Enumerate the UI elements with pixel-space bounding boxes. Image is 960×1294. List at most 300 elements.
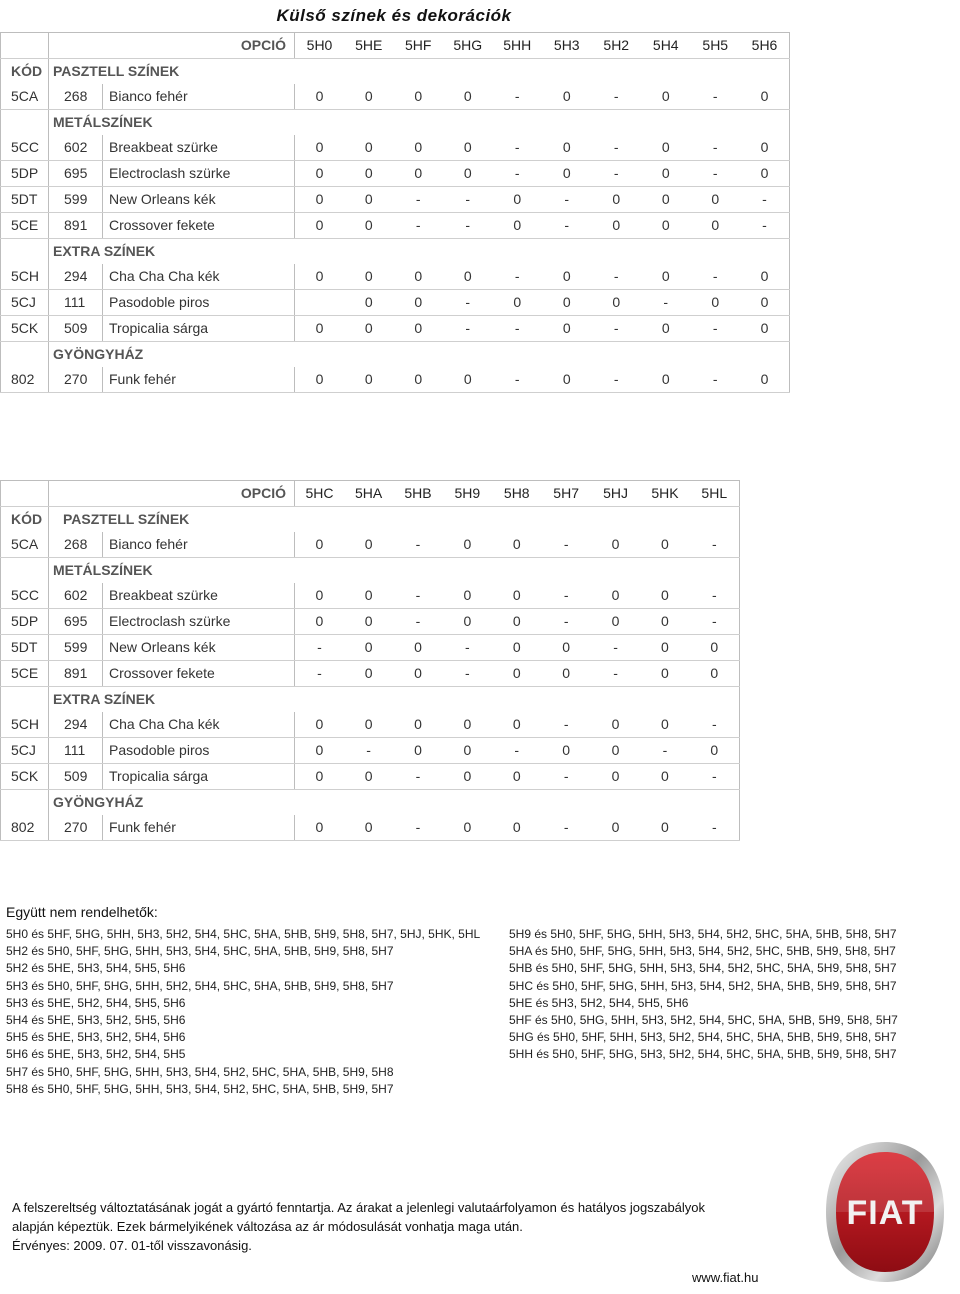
row-code: 5CA: [1, 84, 49, 110]
incompatibility-note: 5H2 és 5H0, 5HF, 5HG, 5HH, 5H3, 5H4, 5HC, 5HA, 5HB, 5H9, 5H8, 5H7: [6, 944, 394, 959]
row-name: New Orleans kék: [103, 187, 295, 213]
cell-value: -: [690, 583, 740, 609]
cell-value: 0: [443, 84, 493, 110]
page-title: Külső színek és dekorációk: [276, 6, 512, 25]
table-row: [1, 815, 740, 841]
row-code: 5CE: [1, 661, 49, 687]
footer-disclaimer: [12, 1198, 792, 1255]
cell-value: 0: [641, 84, 691, 110]
cell-value: 0: [344, 661, 393, 687]
row-code: 5CK: [1, 316, 49, 342]
option-code: 5HG: [443, 33, 493, 59]
cell-value: 0: [691, 213, 741, 239]
row-name: Pasodoble piros: [103, 290, 295, 316]
cell-value: -: [690, 532, 740, 558]
cell-value: 0: [541, 635, 590, 661]
cell-value: 0: [740, 290, 790, 316]
cell-value: -: [493, 161, 543, 187]
row-name: Breakbeat szürke: [103, 135, 295, 161]
cell-value: 0: [295, 161, 345, 187]
incompatibility-note: 5H3 és 5HE, 5H2, 5H4, 5H5, 5H6: [6, 995, 186, 1010]
group-label: PASZTELL SZÍNEK: [63, 511, 190, 527]
cell-value: 0: [542, 264, 592, 290]
group-spacer: [295, 239, 790, 265]
cell-value: -: [591, 635, 640, 661]
incompatibility-note: 5H8 és 5H0, 5HF, 5HG, 5HH, 5H3, 5H4, 5H2, 5HC, 5HA, 5HB, 5H9, 5H7: [6, 1081, 394, 1096]
cell-value: 0: [295, 135, 345, 161]
row-name: Funk fehér: [103, 367, 295, 393]
cell-value: 0: [740, 84, 790, 110]
table-row: [1, 161, 790, 187]
cell-value: -: [393, 532, 442, 558]
empty-cell: [1, 110, 49, 136]
cell-value: 0: [541, 738, 590, 764]
option-header-row: [1, 481, 740, 507]
cell-value: -: [443, 316, 493, 342]
cell-value: 0: [492, 635, 541, 661]
option-code: 5HK: [640, 481, 689, 507]
cell-value: 0: [641, 367, 691, 393]
color-table-2: [0, 480, 740, 841]
cell-value: -: [443, 290, 493, 316]
cell-value: 0: [344, 290, 394, 316]
group-header-pasztell: [1, 59, 790, 85]
option-code: 5H8: [492, 481, 541, 507]
group-spacer: [295, 507, 740, 533]
fiat-logo-icon: [822, 1138, 948, 1286]
cell-value: 0: [641, 213, 691, 239]
empty-cell: [1, 342, 49, 368]
cell-value: 0: [641, 135, 691, 161]
cell-value: 0: [640, 712, 689, 738]
cell-value: 0: [443, 264, 493, 290]
cell-value: -: [542, 213, 592, 239]
cell-value: -: [493, 135, 543, 161]
row-code: 802: [1, 367, 49, 393]
cell-value: 0: [295, 815, 344, 841]
incompatibility-note: 5HE és 5H3, 5H2, 5H4, 5H5, 5H6: [509, 995, 689, 1010]
row-name: Bianco fehér: [103, 84, 295, 110]
cell-value: 0: [542, 161, 592, 187]
cell-value: 0: [493, 290, 543, 316]
group-spacer: [295, 558, 740, 584]
cell-value: 0: [344, 712, 393, 738]
cell-value: 0: [443, 532, 492, 558]
cell-value: 0: [542, 135, 592, 161]
cell-value: 0: [344, 316, 394, 342]
option-code: 5H3: [542, 33, 592, 59]
cell-value: -: [690, 764, 740, 790]
table-row: [1, 764, 740, 790]
cell-value: 0: [344, 635, 393, 661]
option-code: 5H2: [592, 33, 642, 59]
row-number: 294: [49, 264, 103, 290]
row-number: 509: [49, 764, 103, 790]
incompatibility-note: 5HF és 5H0, 5HG, 5HH, 5H3, 5H2, 5H4, 5HC, 5HA, 5HB, 5H9, 5H8, 5H7: [509, 1013, 898, 1028]
row-name: Tropicalia sárga: [103, 764, 295, 790]
incompatibility-note: 5H4 és 5HE, 5H3, 5H2, 5H5, 5H6: [6, 1013, 186, 1028]
cell-value: 0: [394, 264, 444, 290]
row-code: 5CE: [1, 213, 49, 239]
option-code: 5HH: [493, 33, 543, 59]
cell-value: 0: [295, 712, 344, 738]
row-code: 5CK: [1, 764, 49, 790]
cell-value: 0: [640, 532, 689, 558]
cell-value: 0: [641, 264, 691, 290]
cell-value: 0: [443, 609, 492, 635]
table-row: [1, 135, 790, 161]
group-header-gyongy: [1, 342, 790, 368]
option-code: 5HL: [690, 481, 740, 507]
cell-value: 0: [740, 316, 790, 342]
cell-value: 0: [493, 213, 543, 239]
table-row: [1, 635, 740, 661]
notes-heading: Együtt nem rendelhetők:: [6, 904, 158, 920]
website-link[interactable]: www.fiat.hu: [692, 1270, 759, 1285]
cell-value: -: [541, 583, 590, 609]
cell-value: 0: [344, 161, 394, 187]
row-code: 5CH: [1, 712, 49, 738]
cell-value: 0: [640, 661, 689, 687]
incompatibility-note: 5HG és 5H0, 5HF, 5HH, 5H3, 5H2, 5H4, 5HC, 5HA, 5HB, 5H9, 5H8, 5H7: [509, 1030, 897, 1045]
cell-value: 0: [542, 84, 592, 110]
cell-value: -: [691, 161, 741, 187]
cell-value: 0: [394, 316, 444, 342]
cell-value: 0: [740, 264, 790, 290]
cell-value: 0: [690, 738, 740, 764]
cell-value: 0: [591, 583, 640, 609]
row-name: Electroclash szürke: [103, 161, 295, 187]
row-code: 5DP: [1, 161, 49, 187]
group-header-metal: [1, 110, 790, 136]
cell-value: -: [691, 264, 741, 290]
cell-value: 0: [493, 187, 543, 213]
incompatibility-note: 5HC és 5H0, 5HF, 5HG, 5HH, 5H3, 5H4, 5H2, 5HA, 5HB, 5H9, 5H8, 5H7: [509, 978, 897, 993]
cell-value: 0: [394, 161, 444, 187]
cell-value: -: [592, 161, 642, 187]
table-row: [1, 367, 790, 393]
option-code: 5HB: [393, 481, 442, 507]
cell-value: -: [592, 135, 642, 161]
group-spacer: [295, 342, 790, 368]
cell-value: [295, 290, 345, 316]
cell-value: 0: [443, 367, 493, 393]
cell-value: -: [493, 84, 543, 110]
cell-value: 0: [542, 316, 592, 342]
cell-value: -: [393, 764, 442, 790]
option-code: 5HC: [295, 481, 344, 507]
cell-value: -: [690, 609, 740, 635]
row-name: Funk fehér: [103, 815, 295, 841]
row-name: Pasodoble piros: [103, 738, 295, 764]
row-number: 509: [49, 316, 103, 342]
cell-value: 0: [640, 635, 689, 661]
row-number: 268: [49, 84, 103, 110]
cell-value: 0: [591, 712, 640, 738]
group-label: METÁLSZÍNEK: [53, 562, 153, 578]
cell-value: -: [541, 764, 590, 790]
group-spacer: [295, 790, 740, 816]
cell-value: -: [541, 815, 590, 841]
row-number: 695: [49, 161, 103, 187]
option-code: 5H9: [443, 481, 492, 507]
cell-value: 0: [394, 367, 444, 393]
empty-cell: [1, 790, 49, 816]
cell-value: 0: [591, 609, 640, 635]
option-code: 5HA: [344, 481, 393, 507]
cell-value: 0: [492, 532, 541, 558]
cell-value: 0: [492, 712, 541, 738]
row-code: 5DT: [1, 635, 49, 661]
cell-value: 0: [295, 738, 344, 764]
row-number: 270: [49, 815, 103, 841]
group-label: EXTRA SZÍNEK: [53, 691, 156, 707]
cell-value: -: [542, 187, 592, 213]
option-header-row: [1, 33, 790, 59]
opcio-label: OPCIÓ: [49, 481, 295, 507]
kod-label: KÓD: [1, 59, 49, 85]
cell-value: 0: [492, 661, 541, 687]
cell-value: 0: [640, 815, 689, 841]
group-header-gyongy: [1, 790, 740, 816]
cell-value: -: [493, 264, 543, 290]
option-code: 5H7: [541, 481, 590, 507]
notes-left-list: [6, 926, 480, 1098]
cell-value: 0: [691, 290, 741, 316]
cell-value: 0: [295, 532, 344, 558]
cell-value: -: [344, 738, 393, 764]
cell-value: -: [592, 264, 642, 290]
cell-value: 0: [295, 764, 344, 790]
cell-value: 0: [344, 135, 394, 161]
cell-value: -: [541, 712, 590, 738]
row-number: 111: [49, 738, 103, 764]
cell-value: 0: [541, 661, 590, 687]
row-number: 891: [49, 661, 103, 687]
table-row: [1, 84, 790, 110]
table-row: [1, 583, 740, 609]
group-label: GYÖNGYHÁZ: [53, 794, 144, 810]
cell-value: 0: [740, 135, 790, 161]
cell-value: 0: [591, 815, 640, 841]
empty-cell: [1, 481, 49, 507]
group-spacer: [295, 687, 740, 713]
cell-value: -: [690, 712, 740, 738]
table-row: [1, 187, 790, 213]
cell-value: 0: [295, 367, 345, 393]
cell-value: 0: [691, 187, 741, 213]
cell-value: -: [691, 316, 741, 342]
cell-value: -: [592, 316, 642, 342]
group-header-extra: [1, 687, 740, 713]
cell-value: 0: [393, 712, 442, 738]
row-name: Cha Cha Cha kék: [103, 712, 295, 738]
cell-value: -: [393, 583, 442, 609]
table-row: [1, 712, 740, 738]
table-row: [1, 316, 790, 342]
cell-value: 0: [591, 532, 640, 558]
cell-value: 0: [690, 635, 740, 661]
cell-value: -: [541, 532, 590, 558]
cell-value: -: [443, 213, 493, 239]
option-code: 5H4: [641, 33, 691, 59]
cell-value: -: [691, 84, 741, 110]
cell-value: 0: [344, 609, 393, 635]
cell-value: 0: [492, 764, 541, 790]
footer-line-3: Érvényes: 2009. 07. 01-től visszavonásig.: [12, 1238, 252, 1253]
cell-value: -: [640, 738, 689, 764]
row-number: 602: [49, 583, 103, 609]
cell-value: 0: [443, 712, 492, 738]
cell-value: 0: [640, 583, 689, 609]
row-number: 602: [49, 135, 103, 161]
row-number: 268: [49, 532, 103, 558]
cell-value: 0: [393, 635, 442, 661]
cell-value: 0: [393, 738, 442, 764]
cell-value: 0: [592, 213, 642, 239]
option-code: 5HE: [344, 33, 394, 59]
cell-value: 0: [640, 764, 689, 790]
cell-value: -: [393, 609, 442, 635]
row-code: 5CC: [1, 583, 49, 609]
cell-value: 0: [740, 367, 790, 393]
cell-value: -: [492, 738, 541, 764]
table-row: [1, 609, 740, 635]
incompatibility-note: 5H6 és 5HE, 5H3, 5H2, 5H4, 5H5: [6, 1047, 186, 1062]
cell-value: 0: [443, 738, 492, 764]
opcio-label: OPCIÓ: [49, 33, 295, 59]
cell-value: -: [493, 316, 543, 342]
row-name: Electroclash szürke: [103, 609, 295, 635]
footer-line-1: A felszereltség változtatásának jogát a gyártó fenntartja. Az árakat a jelenlegi valutaárfolyamon és hatályos jogszabályok: [12, 1200, 706, 1215]
incompatibility-note: 5H0 és 5HF, 5HG, 5HH, 5H3, 5H2, 5H4, 5HC, 5HA, 5HB, 5H9, 5H8, 5H7, 5HJ, 5HK, 5HL: [6, 927, 481, 941]
footer-line-2: alapján képeztük. Ezek bármelyikének változása az ár módosulását vonhatja maga után.: [12, 1219, 523, 1234]
option-code: 5HF: [394, 33, 444, 59]
cell-value: 0: [443, 161, 493, 187]
row-code: 5CJ: [1, 738, 49, 764]
cell-value: -: [493, 367, 543, 393]
cell-value: 0: [344, 367, 394, 393]
row-code: 5DP: [1, 609, 49, 635]
cell-value: 0: [443, 135, 493, 161]
group-label: PASZTELL SZÍNEK: [53, 63, 180, 79]
row-number: 111: [49, 290, 103, 316]
row-name: Crossover fekete: [103, 213, 295, 239]
row-number: 891: [49, 213, 103, 239]
cell-value: 0: [344, 264, 394, 290]
row-number: 599: [49, 635, 103, 661]
cell-value: 0: [443, 764, 492, 790]
cell-value: 0: [690, 661, 740, 687]
row-code: 5CC: [1, 135, 49, 161]
option-code: 5H0: [295, 33, 345, 59]
cell-value: 0: [641, 187, 691, 213]
cell-value: 0: [393, 661, 442, 687]
table-row: [1, 290, 790, 316]
cell-value: 0: [344, 532, 393, 558]
cell-value: 0: [640, 609, 689, 635]
cell-value: -: [691, 367, 741, 393]
cell-value: -: [443, 187, 493, 213]
logo-wordmark: FIAT: [846, 1194, 924, 1232]
cell-value: -: [443, 635, 492, 661]
cell-value: 0: [344, 815, 393, 841]
row-name: Breakbeat szürke: [103, 583, 295, 609]
cell-value: 0: [591, 738, 640, 764]
row-code: 5DT: [1, 187, 49, 213]
cell-value: 0: [295, 583, 344, 609]
cell-value: -: [592, 367, 642, 393]
incompatibility-note: 5HH és 5H0, 5HF, 5HG, 5H3, 5H2, 5H4, 5HC, 5HA, 5HB, 5H9, 5H8, 5H7: [509, 1047, 897, 1062]
cell-value: 0: [443, 815, 492, 841]
cell-value: 0: [542, 290, 592, 316]
cell-value: 0: [344, 764, 393, 790]
cell-value: 0: [295, 609, 344, 635]
row-number: 270: [49, 367, 103, 393]
option-code: 5H6: [740, 33, 790, 59]
cell-value: 0: [443, 583, 492, 609]
row-number: 695: [49, 609, 103, 635]
empty-cell: [1, 687, 49, 713]
cell-value: 0: [394, 135, 444, 161]
group-label: GYÖNGYHÁZ: [53, 346, 144, 362]
empty-cell: [1, 33, 49, 59]
cell-value: -: [295, 635, 344, 661]
cell-value: 0: [295, 84, 345, 110]
row-code: 5CH: [1, 264, 49, 290]
group-label: EXTRA SZÍNEK: [53, 243, 156, 259]
group-spacer: [295, 59, 790, 85]
cell-value: -: [295, 661, 344, 687]
cell-value: 0: [295, 264, 345, 290]
table-row: [1, 213, 790, 239]
cell-value: -: [394, 213, 444, 239]
row-name: Cha Cha Cha kék: [103, 264, 295, 290]
cell-value: -: [691, 135, 741, 161]
cell-value: 0: [394, 290, 444, 316]
incompatibility-note: 5HA és 5H0, 5HF, 5HG, 5HH, 5H3, 5H4, 5H2, 5HC, 5HB, 5H9, 5H8, 5H7: [509, 944, 896, 959]
group-label: METÁLSZÍNEK: [53, 114, 153, 130]
empty-cell: [1, 558, 49, 584]
cell-value: -: [591, 661, 640, 687]
cell-value: 0: [394, 84, 444, 110]
group-header-extra: [1, 239, 790, 265]
cell-value: 0: [295, 316, 345, 342]
cell-value: -: [740, 187, 790, 213]
incompatibility-note: 5H9 és 5H0, 5HF, 5HG, 5HH, 5H3, 5H4, 5H2, 5HC, 5HA, 5HB, 5H8, 5H7: [509, 927, 897, 941]
cell-value: 0: [592, 290, 642, 316]
cell-value: -: [740, 213, 790, 239]
cell-value: 0: [492, 609, 541, 635]
table-row: [1, 738, 740, 764]
row-name: New Orleans kék: [103, 635, 295, 661]
group-header-pasztell: [1, 507, 740, 533]
cell-value: 0: [492, 815, 541, 841]
row-code: 5CA: [1, 532, 49, 558]
group-header-metal: [1, 558, 740, 584]
row-name: Bianco fehér: [103, 532, 295, 558]
cell-value: -: [690, 815, 740, 841]
cell-value: 0: [592, 187, 642, 213]
cell-value: -: [592, 84, 642, 110]
incompatibility-note: 5H2 és 5HE, 5H3, 5H4, 5H5, 5H6: [6, 961, 186, 976]
notes-right-list: [509, 926, 898, 1064]
cell-value: 0: [641, 316, 691, 342]
table-row: [1, 532, 740, 558]
cell-value: -: [393, 815, 442, 841]
cell-value: 0: [344, 583, 393, 609]
group-spacer: [295, 110, 790, 136]
